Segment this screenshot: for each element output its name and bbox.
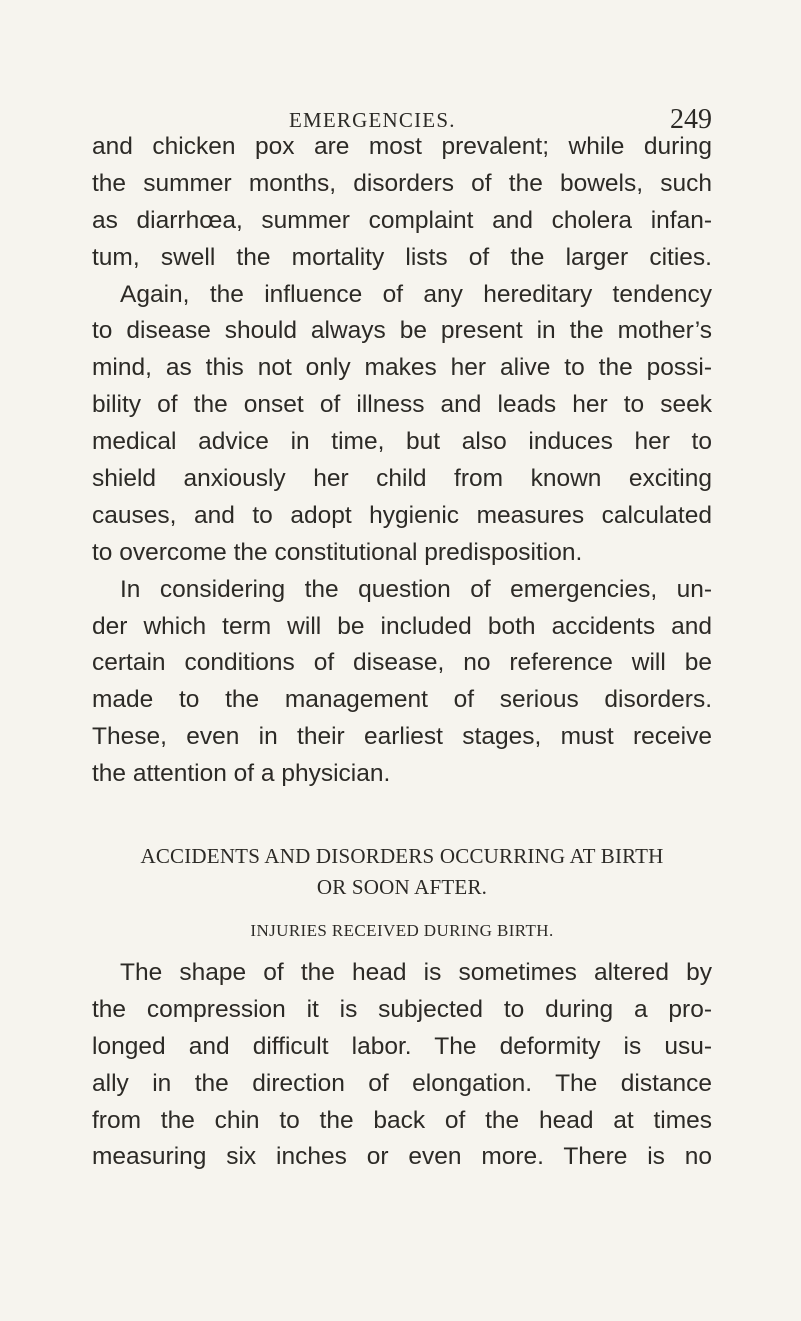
text-line: mind, as this not only makes her alive to the possi-: [92, 354, 712, 382]
page-number: 249: [670, 104, 712, 135]
body-text-top: [92, 129, 712, 793]
text-line: certain conditions of disease, no reference will be: [92, 649, 712, 677]
text-line: ally in the direction of elongation. The distance: [92, 1069, 712, 1097]
text-line: and chicken pox are most prevalent; while during: [92, 133, 712, 160]
paragraph: [92, 129, 712, 277]
text-line: from the chin to the back of the head at times: [92, 1106, 712, 1134]
body-text-bottom: [92, 955, 712, 1176]
text-line: the summer months, disorders of the bowels, such: [92, 169, 712, 197]
paragraph: [92, 955, 712, 1176]
text-line: In considering the question of emergencies, un-: [120, 575, 712, 603]
text-line: causes, and to adopt hygienic measures calculated: [92, 501, 712, 529]
text-line: the compression it is subjected to during a pro-: [92, 995, 712, 1023]
running-title: EMERGENCIES.: [289, 108, 456, 132]
text-line: medical advice in time, but also induces her to: [92, 428, 712, 456]
text-line: as diarrhœa, summer complaint and cholera infan-: [92, 206, 712, 234]
text-line: the attention of a physician.: [92, 760, 391, 788]
subsection-heading: INJURIES RECEIVED DURING BIRTH.: [250, 921, 554, 940]
text-line: der which term will be included both accidents and: [92, 612, 712, 640]
text-line: bility of the onset of illness and leads her to seek: [92, 391, 712, 419]
paragraph: [92, 277, 712, 572]
text-line: measuring six inches or even more. There is no: [92, 1143, 712, 1171]
text-line: shield anxiously her child from known exciting: [92, 465, 712, 493]
text-line: longed and difficult labor. The deformity is usu-: [92, 1032, 712, 1060]
text-line: The shape of the head is sometimes altered by: [120, 959, 712, 986]
text-line: made to the management of serious disorders.: [92, 686, 712, 714]
text-line: These, even in their earliest stages, must receive: [92, 723, 712, 751]
section-heading-line-2: OR SOON AFTER.: [316, 875, 488, 899]
text-line: Again, the influence of any hereditary tendency: [120, 280, 712, 308]
paragraph: [92, 572, 712, 793]
text-line: to disease should always be present in the mother’s: [92, 317, 712, 345]
section-heading-line-1: ACCIDENTS AND DISORDERS OCCURRING AT BIRTH: [140, 844, 664, 868]
text-line: to overcome the constitutional predisposition.: [92, 538, 583, 566]
text-line: tum, swell the mortality lists of the larger cities.: [92, 243, 712, 271]
